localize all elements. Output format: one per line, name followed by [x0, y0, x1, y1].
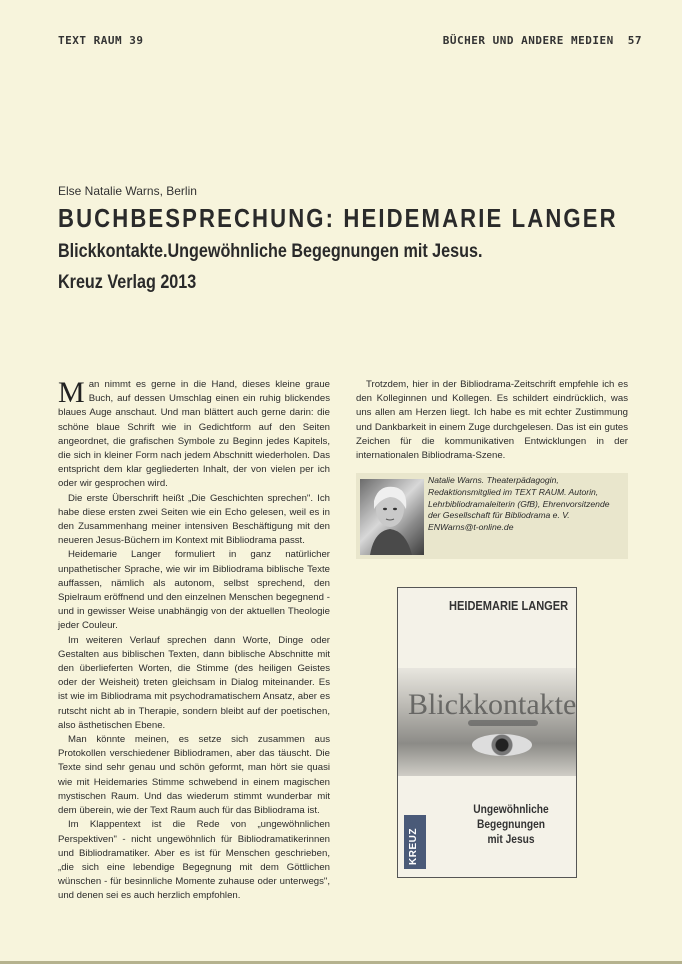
bio-text: [428, 475, 624, 534]
publisher-name: KREUZ: [408, 828, 419, 865]
paragraph-5: Man könnte meinen, es setze sich zusammen aus Protokollen verschiedener Bibliodramen, aber das täuscht. Die Texte sind sehr genau und schön geformt, man hört sie quasi wie mit Heidemaries Stimme schwebend in einem magischen mystischen Raum. Und das wiederum stimmt wunderbar mit dem überein, wie der Text Raum auch für das Bibliodrama ist.: [58, 734, 330, 817]
right-column: [356, 378, 628, 463]
subtitle-line-2: Kreuz Verlag 2013: [58, 272, 197, 293]
article-author: Else Natalie Warns, Berlin: [58, 184, 197, 198]
book-subtitle-line-3: mit Jesus: [487, 832, 535, 846]
author-photo: [360, 479, 424, 555]
running-head-left: TEXT RAUM 39: [58, 34, 144, 47]
paragraph-2: Die erste Überschrift heißt „Die Geschichten sprechen". Ich habe diese ersten zwei Seiten wie ein Echo gelesen, weil es in den Zusammenhang meiner intensiven Beschäftigung mit den neueren Jesus-Büchern im Kontext mit Bibliodrama passt.: [58, 492, 330, 547]
article-subtitle: [58, 236, 517, 298]
book-subtitle-line-1: Ungewöhnliche: [473, 802, 549, 816]
book-title: Blickkontakte: [408, 688, 576, 721]
book-cover-eye-image: [398, 668, 576, 776]
drop-cap: M: [58, 376, 85, 409]
paragraph-4: Im weiteren Verlauf sprechen dann Worte, Dinge oder Gestalten aus biblischen Texten, dann biblische Abschnitte mit den überlieferten Worten, die Stimme (des heiligen Geistes oder der Weisheit) treten gleichsam in Dialog miteinander. Es ist wie im Bibliodrama mit psychodramatischem Ansatz, aber es rutscht nicht ab in Therapie, sondern bleibt auf der poetischen, also ästhetischen Ebene.: [58, 634, 330, 731]
book-author: HEIDEMARIE LANGER: [448, 598, 568, 613]
subtitle-line-1: Blickkontakte.Ungewöhnliche Begegnungen mit Jesus.: [58, 241, 483, 262]
paragraph-6: Im Klappentext ist die Rede von „ungewöhnlichen Perspektiven" - nicht ungewöhnlich für Bibliodramatikerinnen und Bibliodramatiker. Aber es ist für Menschen geschrieben, „die sich eine lebendige Begegnung mit dem Göttlichen wünschen - für besinnliche Momente zuhause oder unterwegs", und denen sei es auch herzlich empfohlen.: [58, 819, 330, 902]
book-cover: [397, 587, 577, 878]
article-title: BUCHBESPRECHUNG: HEIDEMARIE LANGER: [58, 203, 618, 233]
section-title: BÜCHER UND ANDERE MEDIEN: [442, 34, 614, 47]
paragraph-3: Heidemarie Langer formuliert in ganz natürlicher unpathetischer Sprache, wie wir im Bibliodrama biblische Texte auffassen, nämlich als autonom, selbst sprechend, den Spielraum eröffnend und den einzelnen Menschen begegnend - und in gewisser Weise unabhängig von der aktuellen Theologie jeder Couleur.: [58, 549, 330, 632]
portrait-icon: [360, 479, 424, 555]
left-column: [58, 378, 330, 904]
running-head-right: [443, 34, 642, 47]
page-number: 57: [627, 34, 642, 47]
author-bio-box: [356, 473, 628, 559]
publisher-logo: [404, 815, 426, 869]
eye-icon: [472, 734, 532, 756]
bio-email[interactable]: ENWarns@t-online.de: [428, 522, 514, 533]
book-subtitle: [464, 802, 558, 847]
paragraph-7: Trotzdem, hier in der Bibliodrama-Zeitschrift empfehle ich es den Kolleginnen und Kollegen. Es schildert eindrücklich, was uns allen am Herzen liegt. Ich habe es mit echter Zustimmung und Dankbarkeit in einem Zuge durchgelesen. Das ist ein gutes Zeichen für die kommunikativen Entwicklungen in der internationalen Bibliodrama-Szene.: [356, 379, 628, 462]
paragraph-1: Man nimmt es gerne in die Hand, dieses kleine graue Buch, auf dessen Umschlag einen ein ruhig blickendes blaues Auge anschaut. Und man blättert auch gerne darin: die schöne blaue Schrift wie in Gedichtform auf den Seiten angeordnet, die grafischen Symbole zu Beginn jedes Kapitels, die sich in kleiner Form nach jedem Abschnitt wiederholen. Das entspricht dem klar gegliederten Inhalt, der von vielen per ich oder wir gesprochen wird.: [58, 376, 330, 490]
book-subtitle-line-2: Begegnungen: [477, 817, 545, 831]
bio-description: Natalie Warns. Theaterpädagogin, Redaktionsmitglied im TEXT RAUM. Autorin, Lehrbibliodramaleiterin (GfB), Ehrenvorsitzende der Gesellschaft für Bibliodrama e. V.: [428, 475, 610, 521]
